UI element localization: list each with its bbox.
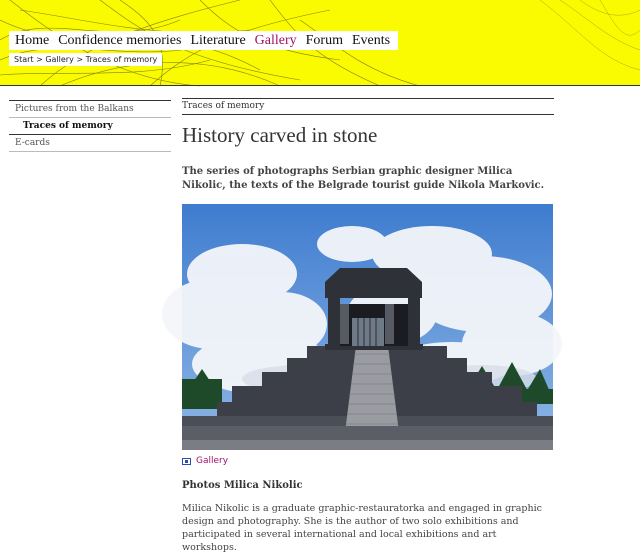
nav-confidence-memories[interactable]: Confidence memories [58, 33, 182, 48]
gallery-link[interactable] [182, 455, 554, 467]
nav-events[interactable]: Events [351, 33, 391, 48]
sidebar-item-pictures-balkans[interactable]: Pictures from the Balkans [9, 100, 171, 118]
sidebar-item-traces-of-memory[interactable]: Traces of memory [9, 118, 171, 135]
main-content [182, 98, 554, 554]
photographer-bio: Milica Nikolic is a graduate graphic-restauratorka and engaged in graphic design and photography. She is the author of two solo exhibitions and participated in several international and local exhibitions and art workshops. [182, 503, 542, 553]
site-header [0, 0, 640, 86]
monument-illustration [182, 204, 553, 450]
sidebar-item-e-cards[interactable]: E-cards [9, 135, 171, 152]
page-title: History carved in stone [182, 123, 378, 147]
section-label: Traces of memory [182, 98, 554, 115]
nav-forum[interactable]: Forum [305, 33, 343, 48]
monument-photo[interactable] [182, 204, 553, 450]
gallery-icon [182, 458, 191, 465]
nav-literature[interactable]: Literature [190, 33, 246, 48]
nav-gallery[interactable]: Gallery [254, 33, 297, 48]
breadcrumb[interactable]: Start > Gallery > Traces of memory [9, 53, 162, 66]
main-nav [9, 31, 398, 50]
nav-home[interactable]: Home [15, 33, 50, 48]
photo-credit-heading: Photos Milica Nikolic [182, 480, 303, 491]
lead-text: The series of photographs Serbian graphic designer Milica Nikolic, the texts of the Belgrade tourist guide Nikola Markovic. [182, 166, 545, 191]
sidebar [9, 100, 171, 152]
gallery-link-label: Gallery [196, 456, 229, 466]
